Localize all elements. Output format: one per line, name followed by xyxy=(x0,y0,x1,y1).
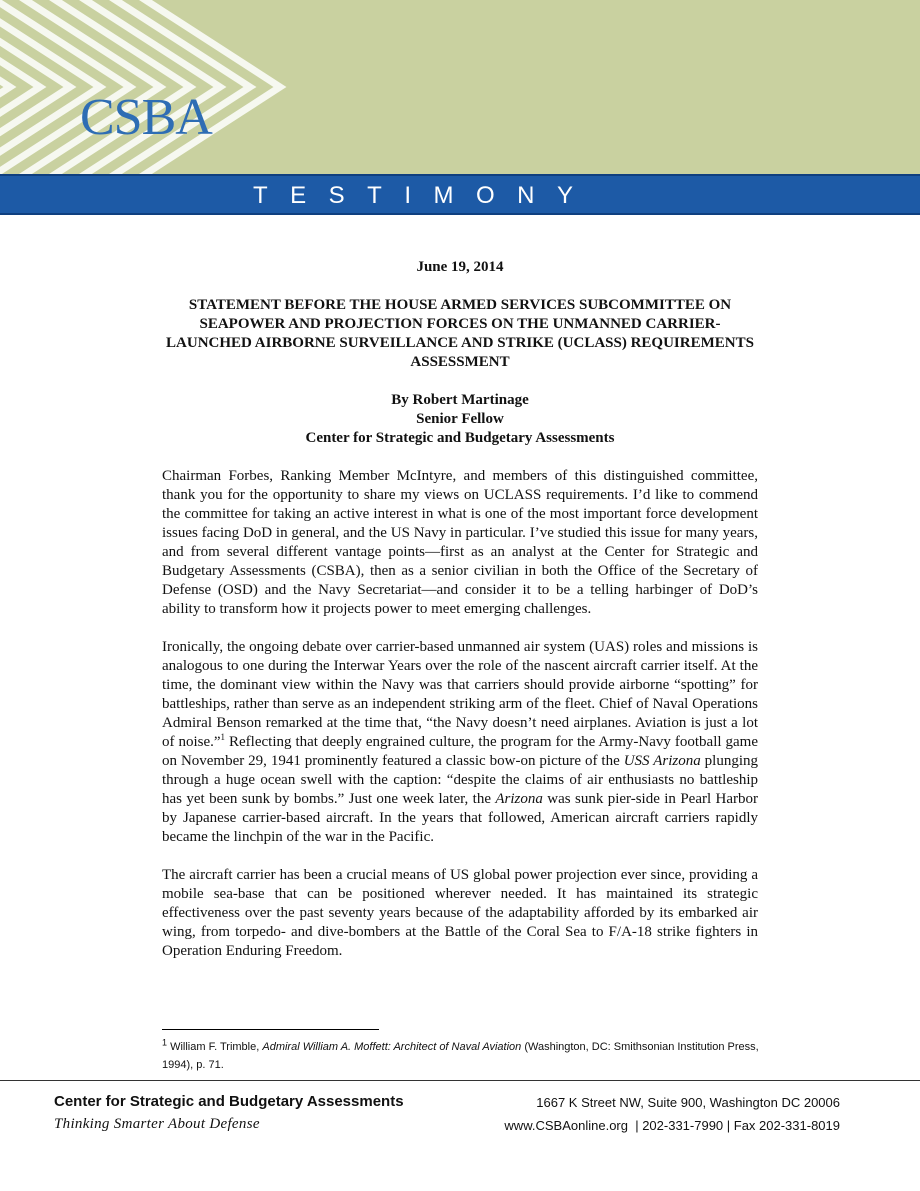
footer-address: 1667 K Street NW, Suite 900, Washington DC 20006 xyxy=(536,1095,840,1110)
banner-title: TESTIMONY xyxy=(253,182,596,209)
author-org: Center for Strategic and Budgetary Assessments xyxy=(305,430,615,446)
author-role: Senior Fellow xyxy=(416,411,504,427)
document-title: STATEMENT BEFORE THE HOUSE ARMED SERVICES SUBCOMMITTEE ON SEAPOWER AND PROJECTION FORCES ON THE UNMANNED CARRIER-LAUNCHED AIRBORNE SURVEILLANCE AND STRIKE (UCLASS) REQUIREMENTS ASSESSMENT xyxy=(166,297,754,370)
paragraph-2-text-c: plunging through a huge ocean swell with the caption: “despite the claims of air enthusiasts no battleship has yet been sunk by bombs.” Just one week later, the xyxy=(162,753,758,807)
footnote-divider xyxy=(162,1029,379,1030)
document-date: June 19, 2014 xyxy=(416,259,504,275)
ship-name-short: Arizona xyxy=(495,791,543,807)
document-body xyxy=(162,258,758,980)
footnote-author: William F. Trimble, xyxy=(167,1041,263,1053)
footnote-number: 1 xyxy=(162,1037,168,1048)
testimony-banner xyxy=(0,174,920,215)
footer-contact[interactable]: www.CSBAonline.org | 202-331-7990 | Fax 202-331-8019 xyxy=(504,1118,840,1133)
footer-organization: Center for Strategic and Budgetary Assessments xyxy=(54,1093,404,1110)
footer-divider xyxy=(0,1080,920,1081)
paragraph-2-text-a: Ironically, the ongoing debate over carrier-based unmanned air system (UAS) roles and missions is analogous to one during the Interwar Years over the role of the nascent aircraft carrier itself. At the time, the dominant view within the Navy was that carriers should provide airborne “spotting” for battleships, rather than serve as an independent striking arm of the fleet. Chief of Naval Operations Admiral Benson remarked at the time that, “the Navy doesn’t need airplanes. Aviation is just a lot of noise.” xyxy=(162,639,758,750)
footer-tagline: Thinking Smarter About Defense xyxy=(54,1116,260,1132)
header-background xyxy=(0,0,920,174)
chevron-pattern-graphic xyxy=(0,0,920,174)
paragraph-3: The aircraft carrier has been a crucial means of US global power projection ever since, providing a mobile sea-base that can be positioned wherever needed. It has maintained its strategic effectiveness over the past seventy years because of the adaptability afforded by its embarked air wing, from torpedo- and dive-bombers at the Battle of the Coral Sea to F/A-18 strike fighters in Operation Enduring Freedom. xyxy=(162,867,758,959)
footnote xyxy=(162,1038,762,1074)
byline xyxy=(162,391,758,448)
paragraph-2-text-d: was sunk pier-side in Pearl Harbor by Japanese carrier-based aircraft. In the years that followed, American aircraft carriers rapidly became the linchpin of the war in the Pacific. xyxy=(162,791,759,845)
author-name: By Robert Martinage xyxy=(391,392,529,408)
paragraph-1: Chairman Forbes, Ranking Member McIntyre, and members of this distinguished committee, thank you for the opportunity to share my views on UCLASS requirements. I’d like to commend the committee for taking an active interest in what is one of the most important force development issues facing DoD in general, and the US Navy in particular. I’ve studied this issue for many years, and from several different vantage points—first as an analyst at the Center for Strategic and Budgetary Assessments (CSBA), then as a senior civilian in both the Office of the Secretary of Defense (OSD) and the Navy Secretariat—and consider it to be a telling harbinger of DoD’s ability to transform how it projects power to meet emerging challenges. xyxy=(162,468,758,617)
footnote-reference[interactable]: 1 xyxy=(220,732,226,742)
footnote-book-title: Admiral William A. Moffett: Architect of Naval Aviation xyxy=(262,1041,522,1053)
paragraph-2-text-b: Reflecting that deeply engrained culture, the program for the Army-Navy football game on November 29, 1941 prominently featured a classic bow-on picture of the xyxy=(162,734,758,769)
paragraph-2 xyxy=(162,638,758,847)
csba-logo: CSBA xyxy=(80,89,212,146)
ship-name: USS Arizona xyxy=(623,753,701,769)
footnote-publication: (Washington, DC: Smithsonian Institution Press, 1994), p. 71. xyxy=(162,1041,759,1071)
